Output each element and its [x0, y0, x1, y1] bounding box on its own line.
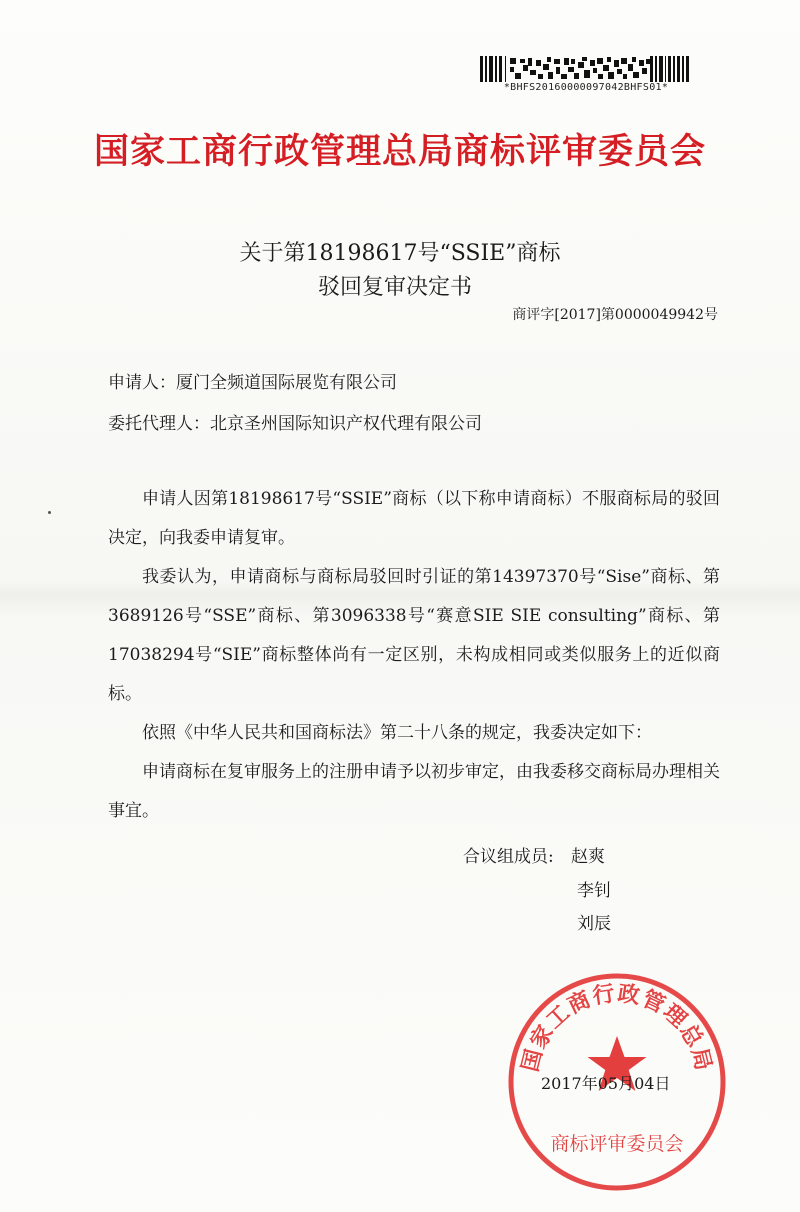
panel-member-2: 李钊 [577, 881, 611, 901]
body-paragraph-3: 依照《中华人民共和国商标法》第二十八条的规定，我委决定如下： [142, 723, 652, 743]
body-paragraph-2: 我委认为，申请商标与商标局驳回时引证的第14397370号“Sise”商标、第3689126号“SSE”商标、第3096338号“赛意SIE SIE consulting”商标、第17038294号“SIE”商标整体尚有一定区别，未构成相同或类似服务上的近似商标。 [108, 567, 720, 704]
seal-inner-text: 商标评审委员会 [550, 1133, 684, 1155]
decision-date: 2017年05月04日 [541, 1074, 671, 1093]
decision-title-line2: 驳回复审决定书 [317, 275, 472, 300]
panel-member-3: 刘辰 [577, 914, 611, 934]
panel-members-label: 合议组成员: [463, 847, 554, 867]
body-paragraph-4: 申请商标在复审服务上的注册申请予以初步审定，由我委移交商标局办理相关事宜。 [108, 762, 720, 821]
applicant: 申请人：厦门全频道国际展览有限公司 [108, 373, 397, 393]
barcode-number: *BHFS20160000097042BHFS01* [503, 82, 669, 93]
seal-outer-text: 国家工商行政管理总局 [518, 981, 716, 1075]
scan-speck [48, 511, 51, 514]
agent: 委托代理人：北京圣州国际知识产权代理有限公司 [108, 414, 482, 434]
document-number: 商评字[2017]第0000049942号 [512, 307, 718, 323]
body-paragraph-1: 申请人因第18198617号“SSIE”商标（以下称申请商标）不服商标局的驳回决定，向我委申请复审。 [108, 489, 720, 548]
org-header: 国家工商行政管理总局商标评审委员会 [93, 132, 706, 172]
barcode [480, 56, 690, 82]
panel-member-1: 赵爽 [571, 847, 605, 867]
barcode-graphic [480, 56, 690, 82]
decision-title-line1: 关于第18198617号“SSIE”商标 [239, 241, 561, 266]
